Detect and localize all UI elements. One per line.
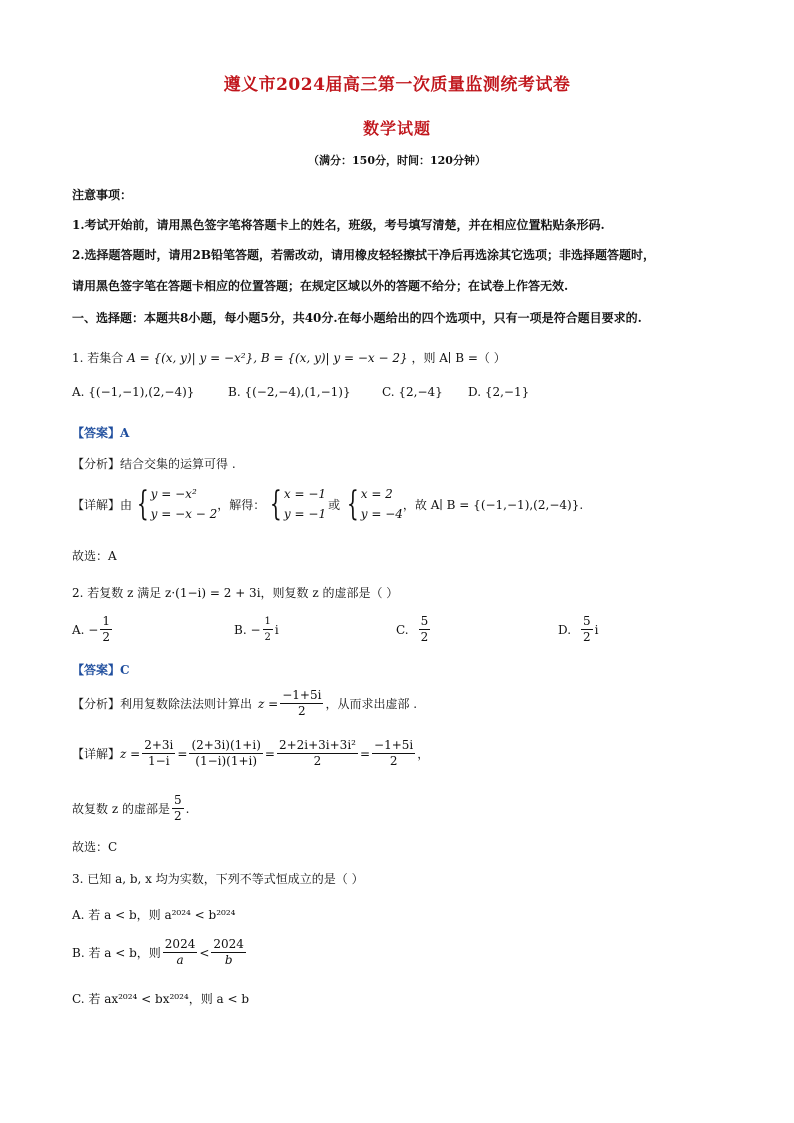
q2-opt-c-frac <box>419 614 431 645</box>
frac-num: 5 <box>173 793 182 807</box>
q2-detail-comma: ， <box>417 747 430 761</box>
equals-sign: = <box>177 746 188 761</box>
question-2-stem: 2. 若复数 z 满足 z·(1−i) = 2 + 3i，则复数 z 的虚部是（ ） <box>72 586 399 600</box>
frac-den: 2 <box>102 630 110 644</box>
q2-opt-d-frac <box>581 614 593 645</box>
q2-opt-b-unit: i <box>274 622 279 637</box>
q1-choice: 故选：A <box>72 549 117 563</box>
q1-sys1-row2: y = −x − 2 <box>150 507 218 521</box>
frac-num: −1+5i <box>282 688 322 702</box>
q2-opt-a-label: A. − <box>72 622 99 637</box>
q2-detail <box>72 738 429 769</box>
q3-option-b <box>72 937 248 968</box>
q3-opt-b-prefix: B. 若 a < b，则 <box>72 946 161 960</box>
frac-den: 2 <box>313 754 322 768</box>
frac-num: 2024 <box>164 937 196 951</box>
q1-option-d: D. {2,−1} <box>468 385 530 399</box>
frac-num: 5 <box>420 614 429 628</box>
q2-choice: 故选：C <box>72 840 118 854</box>
q2-frac-1 <box>142 738 175 769</box>
q2-opt-b-label: B. − <box>234 622 261 637</box>
q1-detail-suffix: ，故 A∣ B = {(−1,−1),(2,−4)}. <box>402 497 584 512</box>
q1-suffix: ，则 A∣ B =（ ） <box>411 351 506 365</box>
frac-num: 5 <box>583 614 591 628</box>
q2-opt-d-label: D. <box>558 622 572 637</box>
q2-frac-3 <box>277 738 358 769</box>
q3-opt-b-frac-1 <box>163 937 198 968</box>
frac-den: b <box>224 953 233 967</box>
q1-sys1-row1: y = −x² <box>150 487 197 501</box>
q1-system-2 <box>265 484 326 524</box>
frac-num: 2024 <box>213 937 244 951</box>
q2-option-d <box>558 614 599 645</box>
question-3-stem: 3. 已知 a, b, x 均为实数，下列不等式恒成立的是（ ） <box>72 872 364 886</box>
q1-detail-prefix: 【详解】由 <box>72 497 133 512</box>
q1-system-1 <box>132 484 217 524</box>
frac-den: 2 <box>389 754 398 768</box>
exam-title: 遵义市2024届高三第一次质量监测统考试卷 <box>223 75 571 95</box>
frac-num: 2+2i+3i+3i² <box>278 738 356 752</box>
q1-answer-tag: 【答案】A <box>72 426 130 440</box>
q1-detail-mid: ，解得： <box>217 497 266 512</box>
q1-sys3-row1: x = 2 <box>360 487 393 501</box>
q1-detail-or: 或 <box>328 497 341 512</box>
q2-imag-suffix: . <box>185 801 190 816</box>
q1-set-a: A = {(x, y)| y = −x²} <box>127 351 254 365</box>
frac-num: 1 <box>263 614 273 630</box>
q1-detail <box>72 484 583 524</box>
brace-icon: { <box>346 484 359 524</box>
frac-den: 2 <box>264 632 271 643</box>
notice-heading: 注意事项： <box>72 188 133 202</box>
q1-set-b: , B = {(x, y)| y = −x − 2} <box>253 351 408 365</box>
frac-den: (1−i)(1+i) <box>195 754 258 768</box>
q2-analysis <box>72 688 417 719</box>
q2-option-c <box>396 614 432 645</box>
q1-sys3-row2: y = −4 <box>360 507 403 521</box>
q1-option-a: A. {(−1,−1),(2,−4)} <box>72 385 195 399</box>
q1-analysis: 【分析】结合交集的运算可得 . <box>72 457 236 471</box>
brace-icon: { <box>136 484 149 524</box>
q2-imag-part <box>72 793 189 824</box>
q1-option-b: B. {(−2,−4),(1,−1)} <box>228 385 351 399</box>
frac-den: a <box>176 953 184 967</box>
q2-detail-z: z = <box>120 746 141 761</box>
q2-opt-d-unit: i <box>594 622 599 637</box>
q2-analysis-eq: z = <box>258 696 279 711</box>
frac-num: −1+5i <box>374 738 414 752</box>
notice-item-1: 1.考试开始前，请用黑色签字笔将答题卡上的姓名，班级，考号填写清楚，并在相应位置粘贴条形码. <box>72 218 605 232</box>
q2-detail-label: 【详解】 <box>72 747 121 761</box>
frac-den: 2 <box>298 704 306 718</box>
section-1-heading: 一、选择题：本题共8小题，每小题5分，共40分.在每小题给出的四个选项中，只有一项是符合题目要求的. <box>72 311 642 325</box>
q3-option-a: A. 若 a < b，则 a²⁰²⁴ < b²⁰²⁴ <box>72 908 236 922</box>
q2-opt-b-frac <box>263 614 273 645</box>
brace-icon: { <box>270 484 283 524</box>
q2-option-b <box>234 614 279 645</box>
q2-option-a <box>72 614 114 645</box>
q3-opt-b-frac-2 <box>211 937 246 968</box>
q1-system-3 <box>342 484 403 524</box>
q2-opt-c-label: C. <box>396 622 409 637</box>
frac-den: 2 <box>420 630 429 644</box>
notice-item-2-line-1: 2.选择题答题时，请用2B铅笔答题，若需改动，请用橡皮轻轻擦拭干净后再选涂其它选项；非选择题答题时， <box>72 248 656 262</box>
q2-frac-2 <box>189 738 262 769</box>
less-than-sign: < <box>199 945 210 960</box>
q1-sys2-row2: y = −1 <box>283 507 327 521</box>
q2-analysis-frac <box>280 688 323 719</box>
q2-answer-tag: 【答案】C <box>72 663 130 677</box>
notice-item-2-line-2: 请用黑色签字笔在答题卡相应的位置答题；在规定区域以外的答题不给分；在试卷上作答无效. <box>72 279 569 293</box>
q2-frac-4 <box>372 738 415 769</box>
equals-sign: = <box>264 746 275 761</box>
q2-imag-frac <box>172 793 184 824</box>
equals-sign: = <box>359 746 371 761</box>
exam-subject: 数学试题 <box>362 119 431 138</box>
frac-num: (2+3i)(1+i) <box>191 738 261 752</box>
q1-sys2-row1: x = −1 <box>283 487 327 501</box>
q2-analysis-prefix: 【分析】利用复数除法法则计算出 <box>72 697 253 711</box>
q2-analysis-suffix: ，从而求出虚部 . <box>325 697 418 711</box>
frac-num: 1 <box>102 614 110 628</box>
exam-meta: （满分：150分，时间：120分钟） <box>308 154 486 167</box>
q2-imag-prefix: 故复数 z 的虚部是 <box>72 802 170 816</box>
q3-option-c: C. 若 ax²⁰²⁴ < bx²⁰²⁴，则 a < b <box>72 992 250 1006</box>
frac-den: 2 <box>583 630 591 644</box>
frac-den: 1−i <box>148 754 170 768</box>
q1-prefix: 1. 若集合 <box>72 351 124 365</box>
frac-num: 2+3i <box>144 738 174 752</box>
question-1-stem <box>72 349 506 366</box>
frac-den: 2 <box>173 809 182 823</box>
q1-option-c: C. {2,−4} <box>382 385 443 399</box>
q2-opt-a-frac <box>100 614 112 645</box>
